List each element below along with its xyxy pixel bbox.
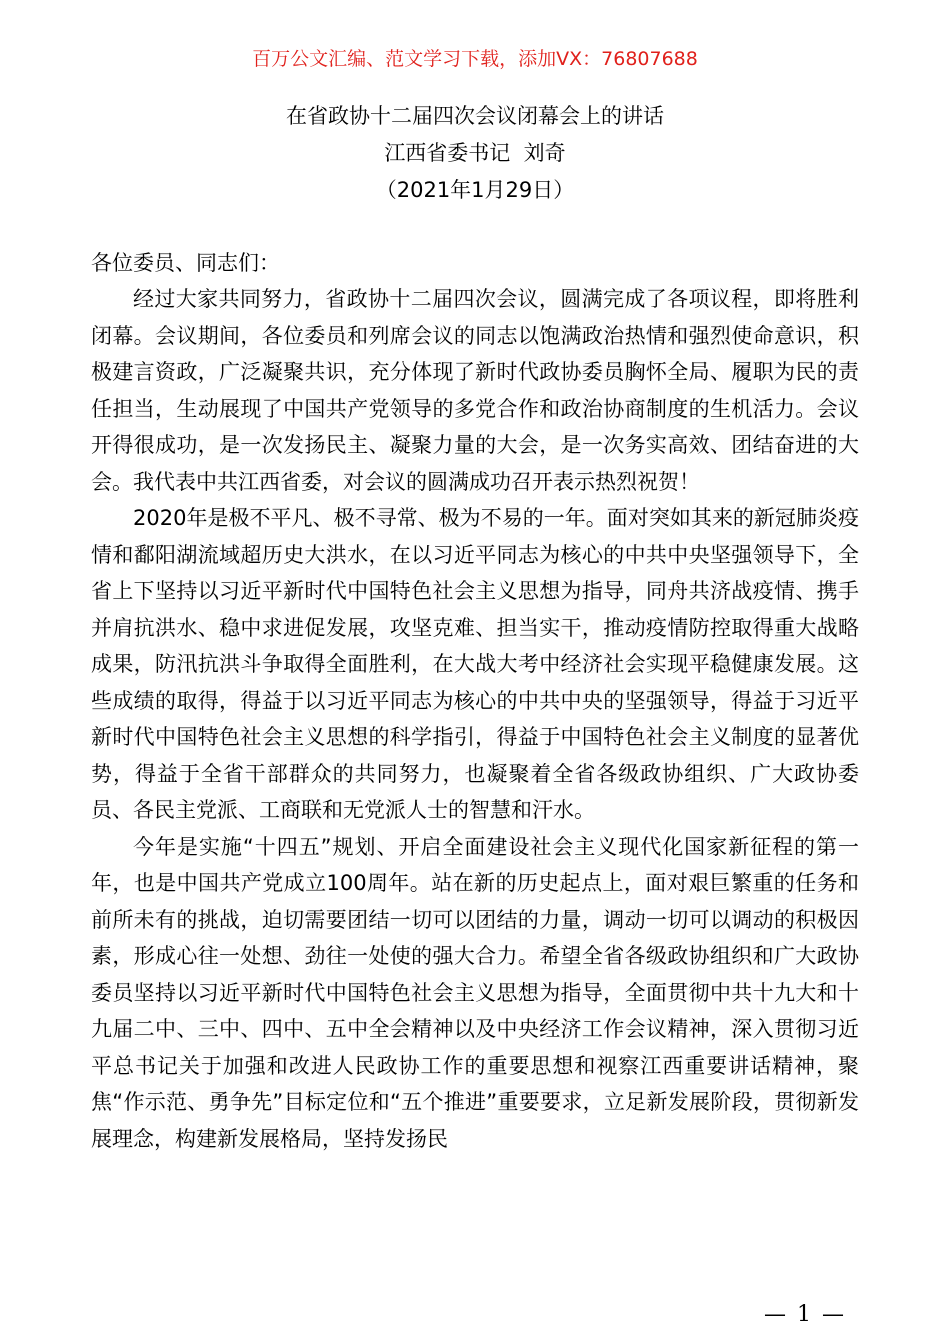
title-block [0,98,950,209]
speech-title: 在省政协十二届四次会议闭幕会上的讲话 [286,104,664,128]
paragraph: 今年是实施“十四五”规划、开启全面建设社会主义现代化国家新征程的第一年，也是中国共产党成立100周年。站在新的历史起点上，面对艰巨繁重的任务和前所未有的挑战，迫切需要团结一切可以团结的力量，调动一切可以调动的积极因素，形成心往一处想、劲往一处使的强大合力。希望全省各级政协组织和广大政协委员坚持以习近平新时代中国特色社会主义思想为指导，全面贯彻中共十九大和十九届二中、三中、四中、五中全会精神以及中央经济工作会议精神，深入贯彻习近平总书记关于加强和改进人民政协工作的重要思想和视察江西重要讲话精神，聚焦“作示范、勇争先”目标定位和“五个推进”重要要求，立足新发展阶段，贯彻新发展理念，构建新发展格局，坚持发扬民 [91,834,859,1151]
header-banner: 百万公文汇编、范文学习下载，添加VX：76807688 [252,48,698,70]
speech-date: （2021年1月29日） [375,178,575,202]
paragraph: 经过大家共同努力，省政协十二届四次会议，圆满完成了各项议程，即将胜利闭幕。会议期间，各位委员和列席会议的同志以饱满政治热情和强烈使命意识，积极建言资政，广泛凝聚共识，充分体现了新时代政协委员胸怀全局、履职为民的责任担当，生动展现了中国共产党领导的多党合作和政治协商制度的生机活力。会议开得很成功，是一次发扬民主、凝聚力量的大会，是一次务实高效、团结奋进的大会。我代表中共江西省委，对会议的圆满成功召开表示热烈祝贺！ [91,287,859,494]
body-text [91,281,859,1157]
paragraph: 2020年是极不平凡、极不寻常、极为不易的一年。面对突如其来的新冠肺炎疫情和鄱阳湖流域超历史大洪水，在以习近平同志为核心的中共中央坚强领导下，全省上下坚持以习近平新时代中国特色社会主义思想为指导，同舟共济战疫情、携手并肩抗洪水、稳中求进促发展，攻坚克难、担当实干，推动疫情防控取得重大战略成果，防汛抗洪斗争取得全面胜利，在大战大考中经济社会实现平稳健康发展。这些成绩的取得，得益于以习近平同志为核心的中共中央的坚强领导，得益于习近平新时代中国特色社会主义思想的科学指引，得益于中国特色社会主义制度的显著优势，得益于全省干部群众的共同努力，也凝聚着全省各级政协组织、广大政协委员、各民主党派、工商联和无党派人士的智慧和汗水。 [91,506,859,822]
page-number: — 1 — [764,1302,846,1327]
speech-author: 江西省委书记 刘奇 [384,141,566,165]
salutation: 各位委员、同志们： [91,251,280,275]
